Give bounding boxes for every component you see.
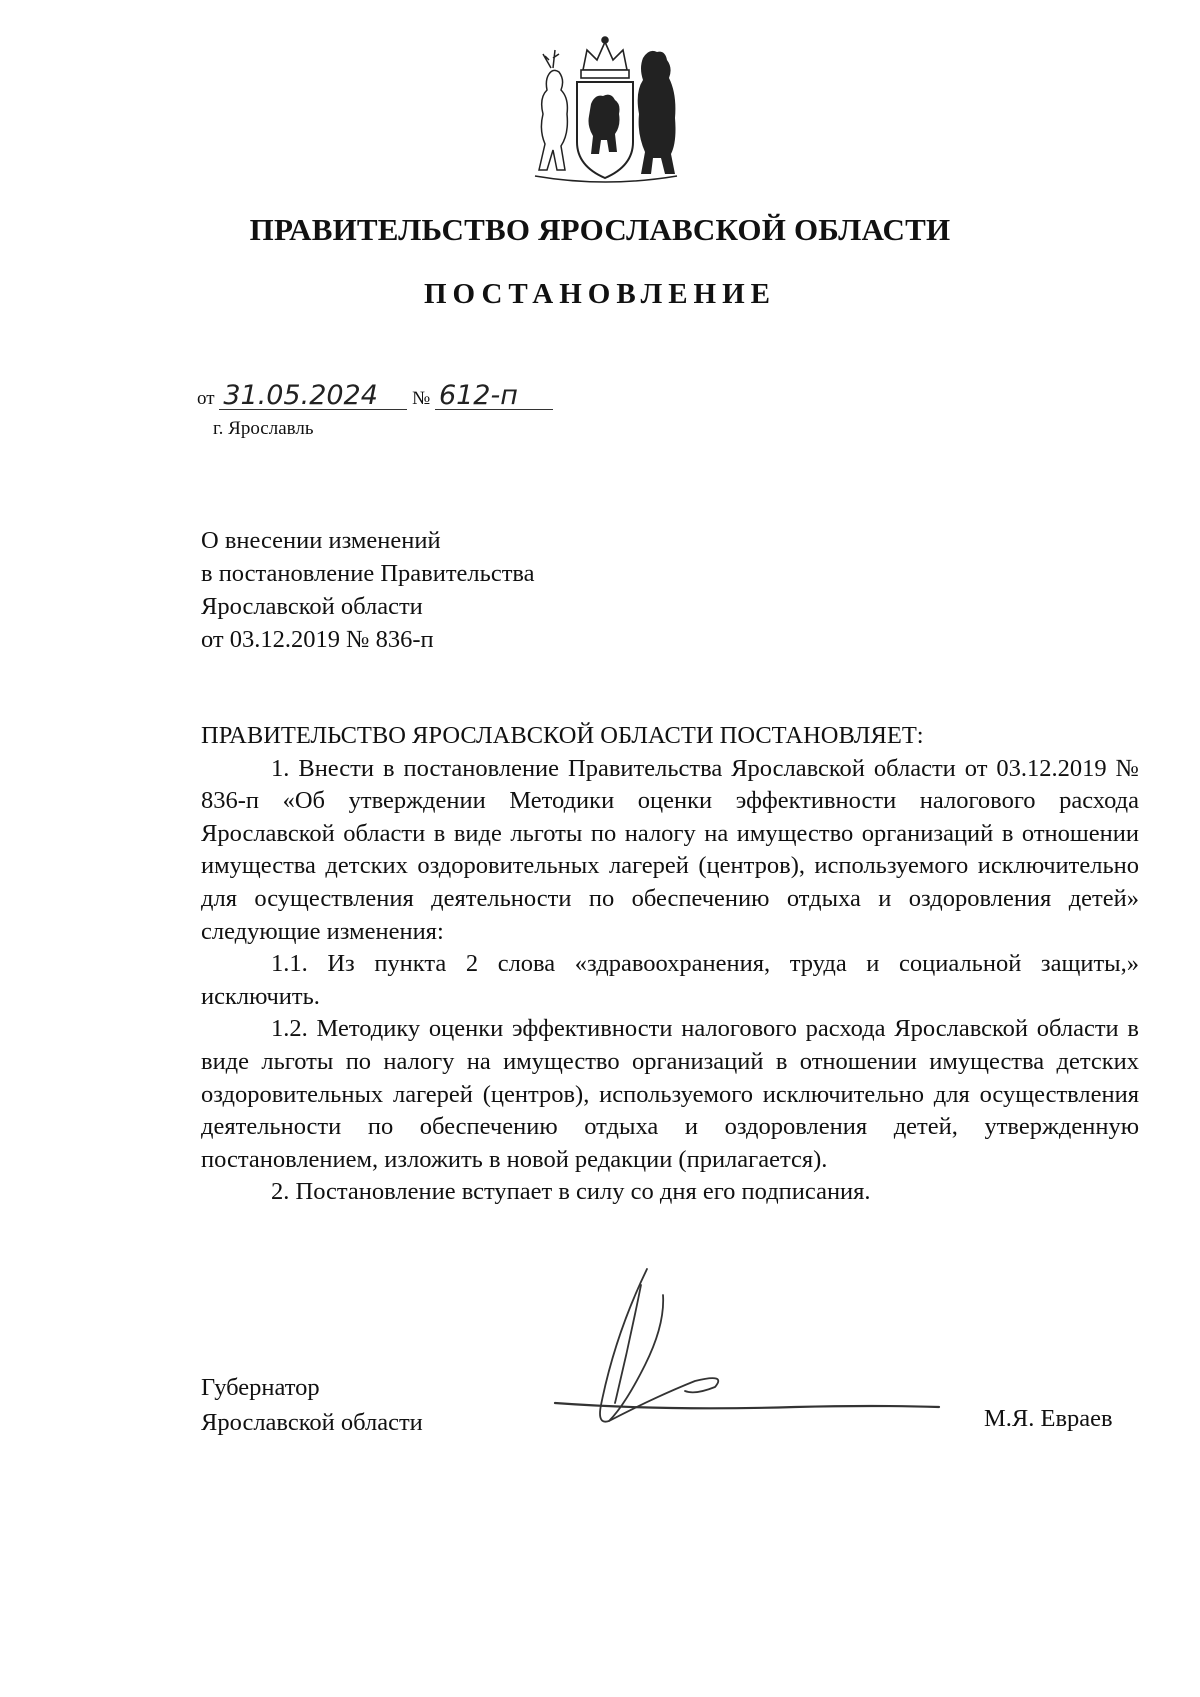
subject-line: от 03.12.2019 № 836-п (201, 626, 434, 653)
document-subject (201, 524, 535, 656)
document-number: 612-п (435, 383, 553, 410)
document-body (201, 720, 1139, 1209)
subject-line: О внесении изменений (201, 527, 441, 554)
paragraph-1-2: 1.2. Методику оценки эффективности налогового расхода Ярославской области в виде льготы по налогу на имущество организаций в отношении имущества детских оздоровительных лагерей (центров), используемого исключительно для осуществления деятельности по обеспечению отдыха и оздоровления детей, утвержденную постановлением, изложить в новой редакции (прилагается). (201, 1015, 1139, 1173)
organization-title: ПРАВИТЕЛЬСТВО ЯРОСЛАВСКОЙ ОБЛАСТИ (249, 212, 951, 247)
document-type: ПОСТАНОВЛЕНИЕ (423, 278, 776, 310)
number-prefix: № (412, 388, 431, 409)
coat-of-arms-icon (525, 34, 685, 186)
document-city: г. Ярославль (213, 418, 314, 439)
signer-position (201, 1370, 423, 1440)
subject-line: в постановление Правительства (201, 560, 535, 587)
document-date: 31.05.2024 (219, 383, 407, 410)
date-prefix: от (197, 388, 215, 409)
signer-name: М.Я. Евраев (984, 1405, 1113, 1432)
paragraph-1: 1. Внести в постановление Правительства Ярославской области от 03.12.2019 № 836-п «Об утверждении Методики оценки эффективности налогового расхода Ярославской области в виде льготы по налогу на имущество организаций в отношении имущества детских оздоровительных лагерей (центров), используемого исключительно для осуществления деятельности по обеспечению отдыха и оздоровления детей» следующие изменения: (201, 754, 1139, 945)
decree-heading: ПРАВИТЕЛЬСТВО ЯРОСЛАВСКОЙ ОБЛАСТИ ПОСТАНОВЛЯЕТ: (201, 722, 924, 749)
signature-icon (545, 1255, 945, 1435)
paragraph-2: 2. Постановление вступает в силу со дня его подписания. (271, 1178, 871, 1206)
signer-position-line: Ярославской области (201, 1409, 423, 1436)
registration-line (197, 380, 553, 411)
subject-line: Ярославской области (201, 593, 423, 620)
signer-position-line: Губернатор (201, 1374, 320, 1401)
paragraph-1-1: 1.1. Из пункта 2 слова «здравоохранения, труда и социальной защиты,» исключить. (201, 950, 1139, 1010)
